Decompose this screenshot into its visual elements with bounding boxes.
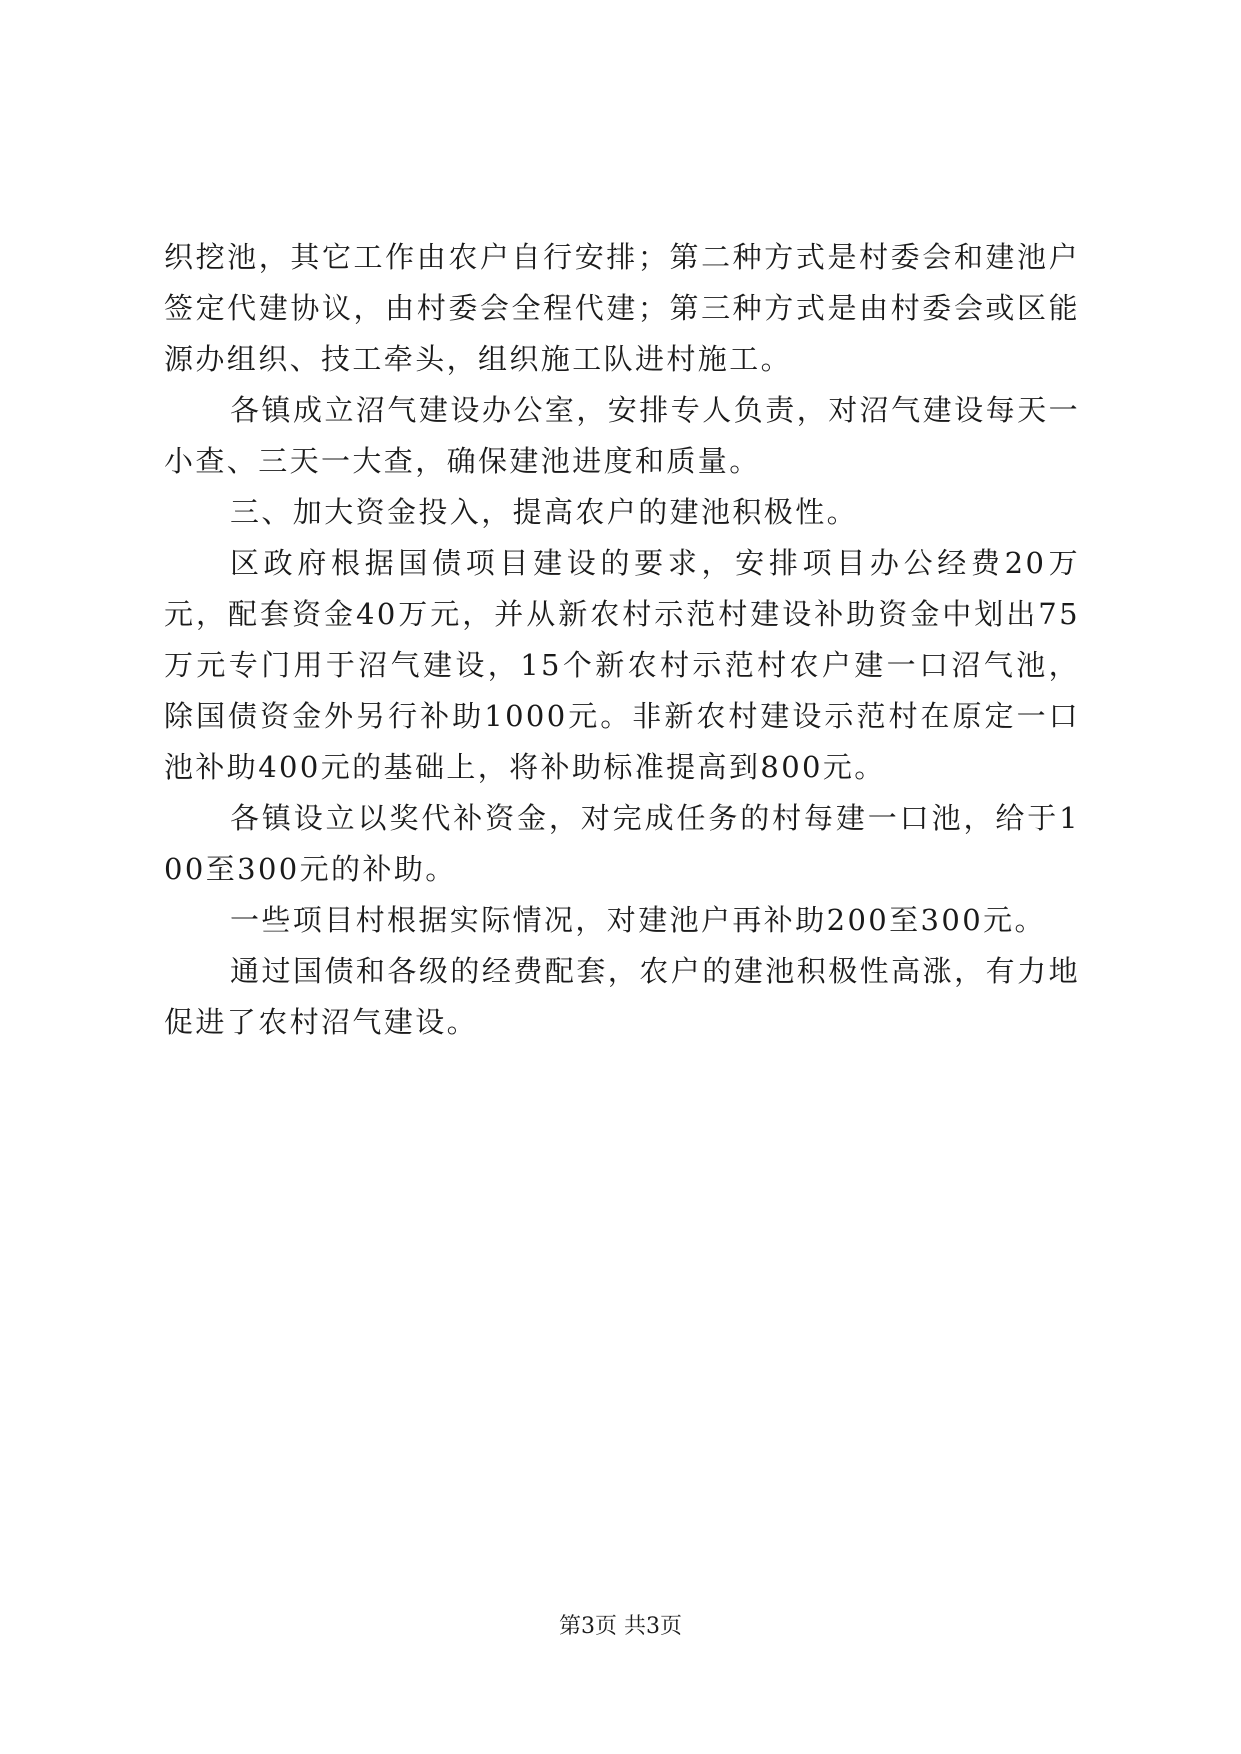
paragraph-conclusion: 通过国债和各级的经费配套，农户的建池积极性高涨，有力地促进了农村沼气建设。	[164, 954, 1080, 1039]
paragraph-town-rewards: 各镇设立以奖代补资金，对完成任务的村每建一口池，给于100至300元的补助。	[164, 801, 1080, 886]
document-body	[164, 232, 1080, 1048]
section-heading-funding: 三、加大资金投入，提高农户的建池积极性。	[230, 495, 859, 529]
page-number-footer: 第3页 共3页	[559, 1614, 682, 1639]
paragraph-town-office: 各镇成立沼气建设办公室，安排专人负责，对沼气建设每天一小查、三天一大查，确保建池进度和质量。	[164, 393, 1080, 478]
paragraph-village-subsidy: 一些项目村根据实际情况，对建池户再补助200至300元。	[230, 903, 1046, 937]
paragraph-district-funding: 区政府根据国债项目建设的要求，安排项目办公经费20万元，配套资金40万元，并从新农村示范村建设补助资金中划出75万元专门用于沼气建设，15个新农村示范村农户建一口沼气池，除国债资金外另行补助1000元。非新农村建设示范村在原定一口池补助400元的基础上，将补助标准提高到800元。	[164, 546, 1080, 784]
paragraph-construction-methods: 织挖池，其它工作由农户自行安排；第二种方式是村委会和建池户签定代建协议，由村委会全程代建；第三种方式是由村委会或区能源办组织、技工牵头，组织施工队进村施工。	[164, 240, 1080, 376]
